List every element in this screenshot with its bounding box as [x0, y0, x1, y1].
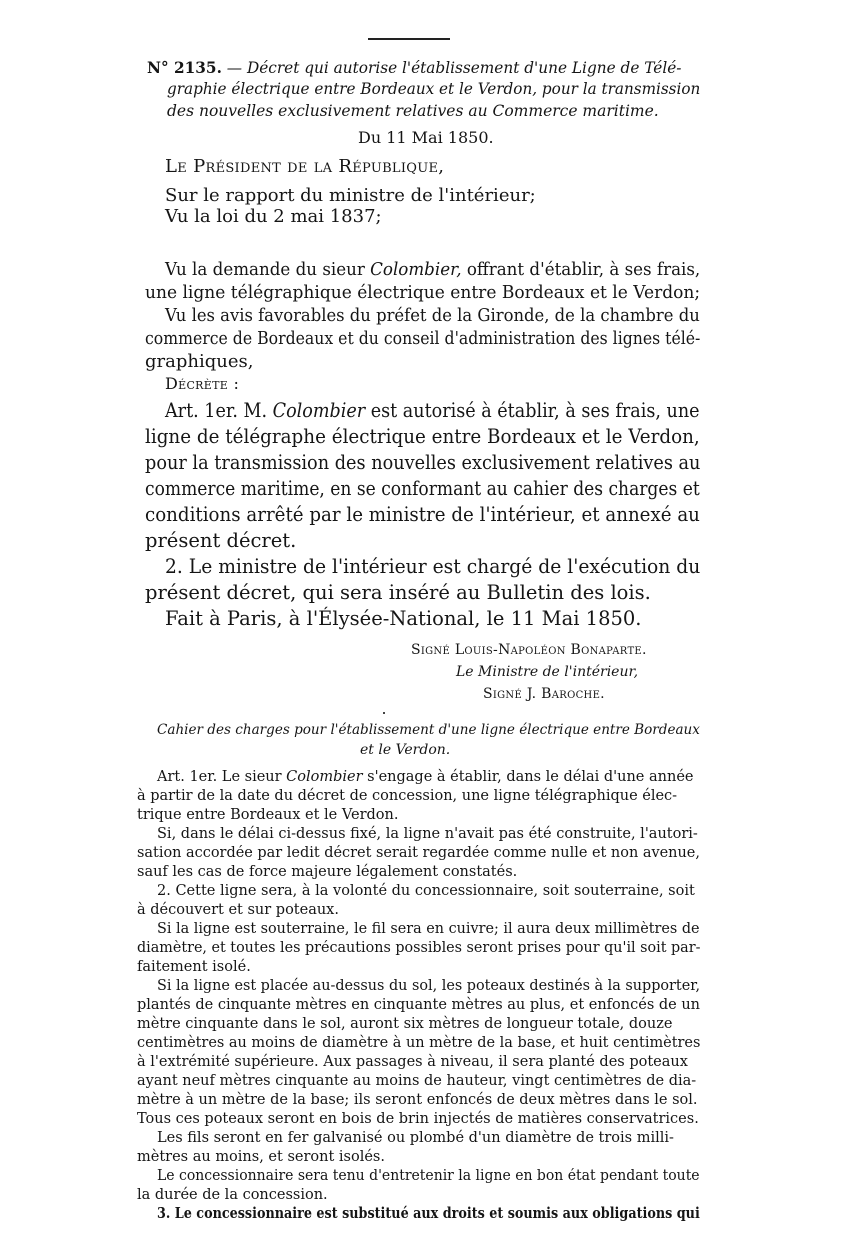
cahier-art1-prefix: Art. 1er. Le sieur: [157, 769, 287, 785]
decree-number: N° 2135.: [147, 58, 222, 77]
cahier-art1-line-2: à partir de la date du décret de concession, une ligne télégraphique élec-: [137, 788, 678, 804]
signature-minister: Signé J. Baroche.: [483, 686, 605, 702]
avis-line-1: Vu les avis favorables du préfet de la Gironde, de la chambre du: [165, 305, 700, 326]
header-line-1-text: — Décret qui autorise l'établissement d'une Ligne de Télé-: [221, 59, 682, 77]
cahier-p5-line-6: ayant neuf mètres cinquante au moins de hauteur, vingt centimètres de dia-: [137, 1073, 697, 1089]
avis-line-2: commerce de Bordeaux et du conseil d'administration des lignes télé-: [145, 328, 701, 349]
cahier-p4-line-3: faitement isolé.: [137, 959, 251, 975]
header-line-1: [147, 60, 700, 77]
fait-line: Fait à Paris, à l'Élysée-National, le 11 Mai 1850.: [165, 607, 642, 630]
header-line-2: graphie électrique entre Bordeaux et le Verdon, pour la transmission: [167, 80, 701, 98]
signature-president: Signé Louis-Napoléon Bonaparte.: [411, 642, 647, 658]
article1-line-2: ligne de télégraphe électrique entre Bordeaux et le Verdon,: [145, 425, 700, 448]
president-line: Le Président de la République,: [165, 156, 445, 177]
cahier-p5-line-7: mètre à un mètre de la base; ils seront enfoncés de deux mètres dans le sol.: [137, 1092, 698, 1108]
cahier-art2-line-2: à découvert et sur poteaux.: [137, 902, 339, 918]
cahier-art1-text: s'engage à établir, dans le délai d'une année: [362, 769, 694, 785]
top-rule: [368, 38, 450, 40]
cahier-p5-line-2: plantés de cinquante mètres en cinquante mètres au plus, et enfoncés de un: [137, 997, 701, 1013]
article2-line-2: présent décret, qui sera inséré au Bulletin des lois.: [145, 581, 651, 604]
loi-line: Vu la loi du 2 mai 1837;: [165, 206, 382, 227]
rapport-line: Sur le rapport du ministre de l'intérieur;: [165, 185, 536, 206]
decree-date: Du 11 Mai 1850.: [358, 128, 494, 147]
cahier-p6-line-2: mètres au moins, et seront isolés.: [137, 1149, 385, 1165]
cahier-p5-line-3: mètre cinquante dans le sol, auront six mètres de longueur totale, douze: [137, 1016, 673, 1032]
article1-line-1: [165, 401, 700, 421]
cahier-p2-line-3: sauf les cas de force majeure légalement constatés.: [137, 864, 518, 880]
article1-line-5: conditions arrêté par le ministre de l'intérieur, et annexé au: [145, 503, 700, 526]
cahier-p4-line-2: diamètre, et toutes les précautions possibles seront prises pour qu'il soit par-: [137, 940, 701, 956]
cahier-p2-line-2: sation accordée par ledit décret serait regardée comme nulle et non avenue,: [137, 845, 700, 861]
article2-line-1: 2. Le ministre de l'intérieur est chargé de l'exécution du: [165, 555, 701, 578]
article1-line-6: présent décret.: [145, 529, 297, 552]
cahier-art3-line-1: 3. Le concessionnaire est substitué aux droits et soumis aux obligations qui: [157, 1205, 700, 1222]
cahier-p5-line-1: Si la ligne est placée au-dessus du sol, les poteaux destinés à la supporter,: [157, 978, 701, 994]
demande-text-a: Vu la demande du sieur: [165, 259, 371, 280]
article1-name: Colombier: [272, 399, 366, 422]
cahier-art1-name: Colombier: [286, 769, 363, 785]
avis-line-3: graphiques,: [145, 351, 254, 372]
cahier-art1-line-3: trique entre Bordeaux et le Verdon.: [137, 807, 399, 823]
decrete-label: Décrète :: [165, 374, 240, 393]
cahier-p7-line-2: la durée de la concession.: [137, 1187, 328, 1203]
cahier-p6-line-1: Les fils seront en fer galvanisé ou plombé d'un diamètre de trois milli-: [157, 1130, 674, 1146]
article1-text: est autorisé à établir, à ses frais, une: [365, 399, 700, 422]
demande-text-b: offrant d'établir, à ses frais,: [461, 259, 701, 280]
cahier-title-line-1: Cahier des charges pour l'établissement d'une ligne électrique entre Bordeaux: [157, 722, 700, 738]
demande-line-1: [165, 261, 700, 279]
demande-line-2: une ligne télégraphique électrique entre Bordeaux et le Verdon;: [145, 282, 701, 303]
separator-dot: [383, 712, 385, 714]
cahier-p2-line-1: Si, dans le délai ci-dessus fixé, la ligne n'avait pas été construite, l'autori-: [157, 826, 698, 842]
cahier-art2-line-1: 2. Cette ligne sera, à la volonté du concessionnaire, soit souterraine, soit: [157, 883, 695, 899]
article1-line-4: commerce maritime, en se conformant au cahier des charges et: [145, 477, 700, 500]
demande-name: Colombier,: [370, 259, 462, 280]
signature-minister-title: Le Ministre de l'intérieur,: [456, 664, 639, 680]
cahier-art1-line-1: [157, 770, 693, 785]
cahier-p5-line-8: Tous ces poteaux seront en bois de brin injectés de matières conservatrices.: [137, 1111, 699, 1127]
cahier-p4-line-1: Si la ligne est souterraine, le fil sera en cuivre; il aura deux millimètres de: [157, 921, 700, 937]
cahier-p5-line-5: à l'extrémité supérieure. Aux passages à niveau, il sera planté des poteaux: [137, 1054, 688, 1070]
article1-prefix: Art. 1er. M.: [165, 399, 273, 422]
cahier-title-line-2: et le Verdon.: [360, 742, 451, 758]
cahier-p5-line-4: centimètres au moins de diamètre à un mètre de la base, et huit centimètres: [137, 1035, 701, 1051]
article1-line-3: pour la transmission des nouvelles exclusivement relatives au: [145, 451, 701, 474]
cahier-p7-line-1: Le concessionnaire sera tenu d'entretenir la ligne en bon état pendant toute: [157, 1168, 700, 1184]
header-line-3: des nouvelles exclusivement relatives au Commerce maritime.: [167, 102, 659, 120]
